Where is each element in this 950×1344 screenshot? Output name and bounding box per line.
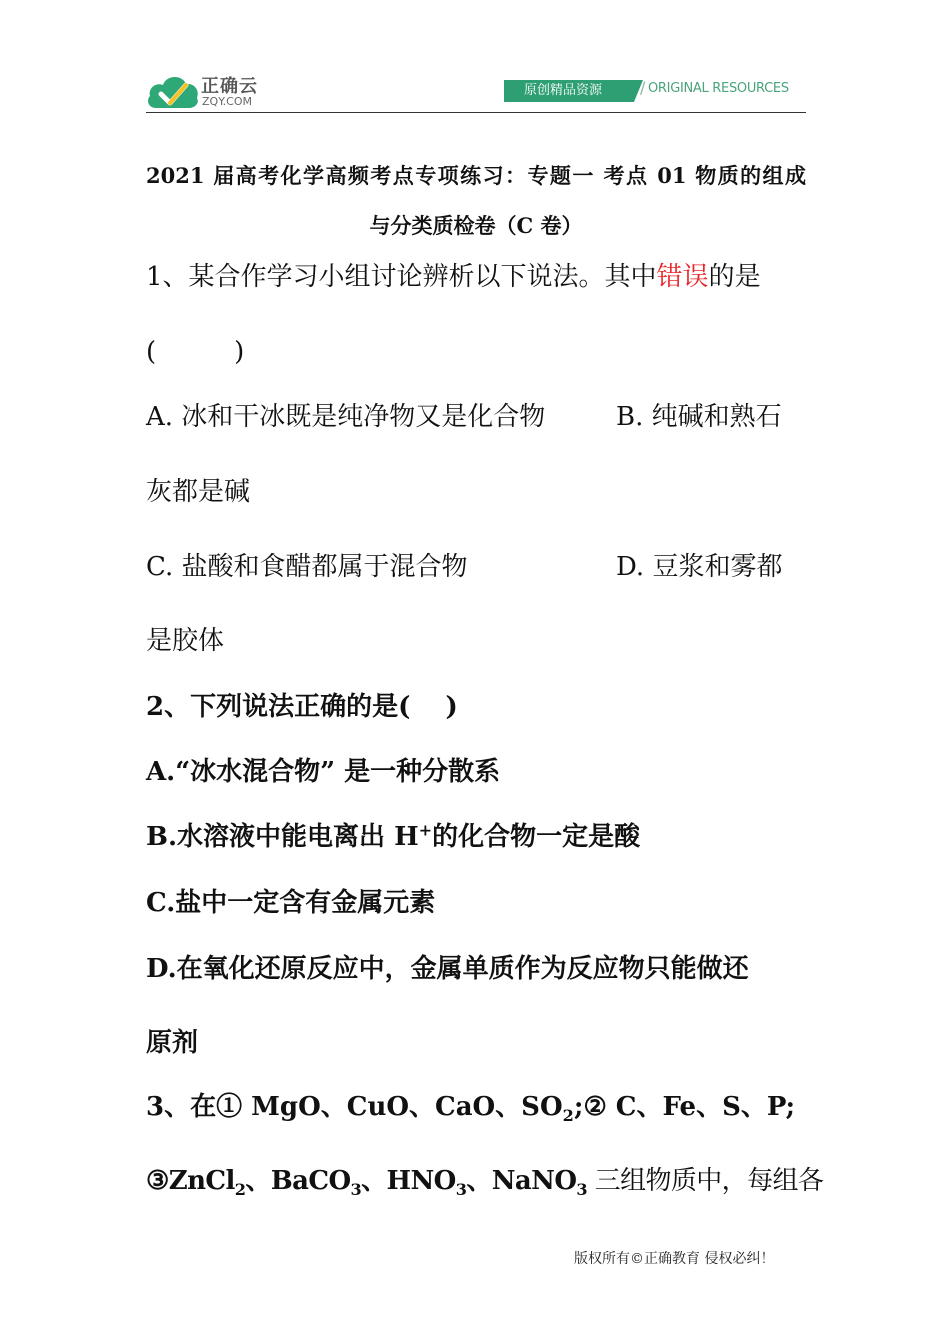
q3-l2-sub4: 3: [576, 1180, 587, 1200]
q3-l2-c: 、HNO: [361, 1166, 456, 1196]
q2-stem: 2、下列说法正确的是( ): [146, 692, 458, 722]
q1-stem-after: 的是: [708, 262, 761, 292]
q1-option-b: B. 纯碱和熟石: [616, 402, 782, 432]
q3-l2-e: 三组物质中，每组各: [587, 1166, 824, 1196]
badge-text: 原创精品资源: [523, 83, 602, 98]
q2-option-b: [146, 816, 640, 853]
q3-l2-sub1: 2: [234, 1180, 246, 1200]
page-header: [146, 64, 806, 114]
q1-stem-before: 1、某合作学习小组讨论辨析以下说法。其中: [146, 262, 657, 292]
header-slash: /: [640, 78, 646, 97]
q2-option-c: C.盐中一定含有金属元素: [146, 888, 436, 918]
cloud-check-icon: [146, 70, 200, 114]
logo-name: 正确云: [201, 76, 258, 97]
logo-domain: ZQY.COM: [202, 95, 253, 108]
q1-option-b-cont: 灰都是碱: [146, 477, 251, 507]
q3-line1: [146, 1086, 796, 1126]
q3-l2-b: 、BaCO: [245, 1166, 351, 1196]
q1-option-c: C. 盐酸和食醋都属于混合物: [146, 552, 468, 582]
document-title-line2: 与分类质检卷（C 卷）: [369, 213, 583, 238]
copyright-footer: 版权所有©正确教育 侵权必纠！: [574, 1251, 775, 1267]
brand-logo: [146, 70, 286, 114]
q1-blank: ( ): [146, 337, 245, 367]
q1-stem-highlight: 错误: [656, 262, 709, 292]
q3-l1-a: 3、在① MgO、CuO、CaO、SO: [146, 1092, 563, 1122]
q3-l2-sub3: 3: [455, 1180, 467, 1200]
q3-l2-d: 、NaNO: [466, 1166, 577, 1196]
q1-option-d: D. 豆浆和雾都: [616, 552, 783, 582]
q2-option-b-sup: +: [418, 820, 433, 840]
q3-l1-sub: 2: [562, 1106, 574, 1126]
header-divider: [146, 112, 806, 113]
q3-line2: [146, 1160, 824, 1200]
original-badge: [504, 80, 634, 102]
q1-stem: [146, 256, 761, 293]
q2-option-d: D.在氧化还原反应中，金属单质作为反应物只能做还: [146, 954, 749, 984]
q3-l2-a: ③ZnCl: [146, 1166, 235, 1196]
q2-option-d-cont: 原剂: [146, 1028, 199, 1058]
q2-option-a: A.“冰水混合物” 是一种分散系: [146, 757, 501, 787]
original-resources-tagline: ORIGINAL RESOURCES: [648, 81, 789, 96]
q2-option-b-after: 的化合物一定是酸: [432, 822, 641, 852]
document-title-line1: 2021 届高考化学高频考点专项练习：专题一 考点 01 物质的组成: [146, 163, 806, 188]
q3-l2-sub2: 3: [350, 1180, 362, 1200]
q1-option-a: A. 冰和干冰既是纯净物又是化合物: [146, 402, 546, 432]
q2-option-b-before: B.水溶液中能电离出 H: [146, 822, 419, 852]
q3-l1-b: ;② C、Fe、S、P;: [573, 1092, 796, 1122]
q1-option-d-cont: 是胶体: [146, 626, 225, 656]
